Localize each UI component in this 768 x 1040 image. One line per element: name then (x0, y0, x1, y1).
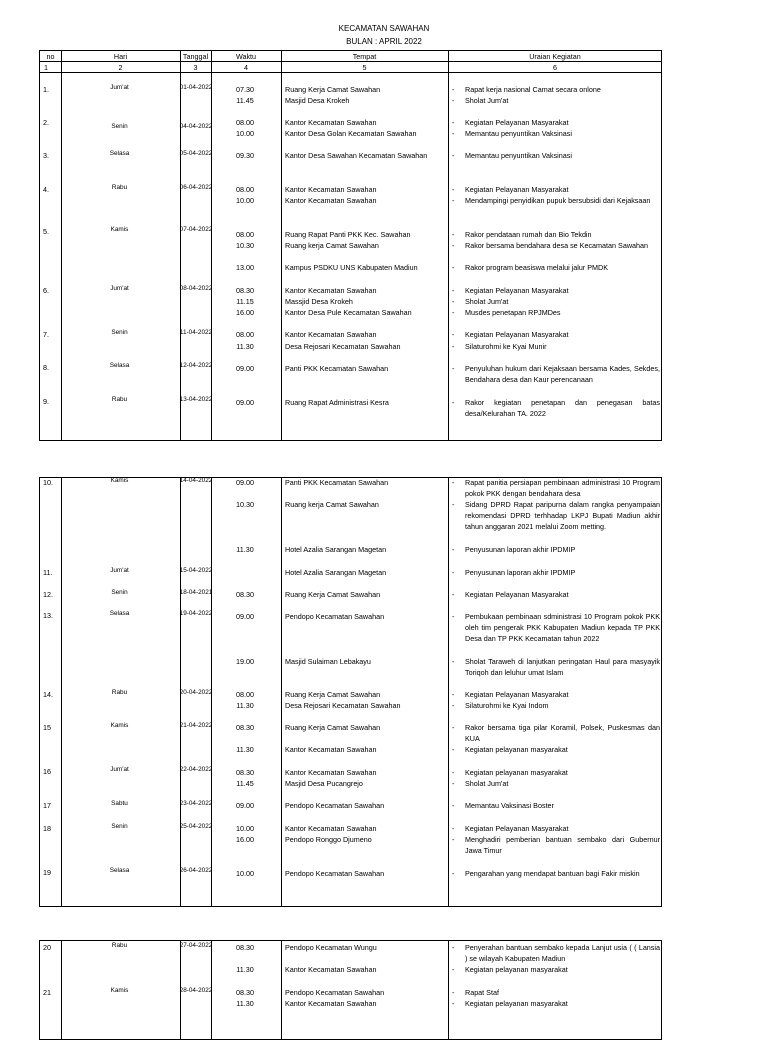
row-place: Ruang Rapat Panti PKK Kec. Sawahan (285, 230, 411, 239)
row-time: 09.00 (236, 398, 254, 407)
row-place: Masjid Desa Krokeh (285, 96, 350, 105)
row-place: Kantor Desa Pule Kecamatan Sawahan (285, 308, 412, 317)
row-place: Ruang kerja Camat Sawahan (285, 500, 379, 509)
bullet-dash: - (452, 768, 455, 777)
row-time: 11.15 (236, 297, 254, 306)
row-activity: Sholat Jum'at (465, 297, 509, 306)
row-place: Panti PKK Kecamatan Sawahan (285, 478, 389, 487)
row-place: Ruang Kerja Camat Sawahan (285, 723, 381, 732)
colnum-5: 5 (362, 63, 367, 72)
row-time: 10.00 (236, 196, 254, 205)
row-place: Kantor Kecamatan Sawahan (285, 330, 377, 339)
row-activity: Penyuluhan hukum dari Kejaksaan bersama Kades, Sekdes, Bendahara desa dan Kaur perencanaan (465, 364, 660, 384)
row-day: Jum'at (110, 285, 129, 292)
row-number: 18 (43, 824, 51, 833)
row-activity: Rakor pendataan rumah dan Bio Tekdin (465, 230, 592, 239)
row-day: Selasa (109, 150, 130, 157)
row-date: 13-04-2022 (179, 396, 213, 403)
row-number: 12. (43, 590, 53, 599)
row-number: 19 (43, 868, 51, 877)
header-hari: Hari (113, 52, 128, 61)
row-time: 09.00 (236, 801, 254, 810)
row-activity: Memantau Vaksinasi Boster (465, 801, 554, 810)
row-time: 11.45 (236, 96, 254, 105)
row-number: 9. (43, 397, 49, 406)
row-number: 11. (43, 568, 53, 577)
row-date: 14-04-2022 (179, 477, 213, 484)
bullet-dash: - (452, 478, 455, 487)
row-day: Senin (111, 823, 128, 830)
row-day: Selasa (109, 362, 130, 369)
row-place: Ruang Rapat Administrasi Kesra (285, 398, 389, 407)
bullet-dash: - (452, 500, 455, 509)
row-number: 1. (43, 85, 49, 94)
row-time: 11.45 (236, 779, 254, 788)
colnum-2: 2 (118, 63, 123, 72)
row-time: 09.00 (236, 478, 254, 487)
row-time: 11.30 (236, 545, 254, 554)
colnum-3: 3 (193, 63, 198, 72)
document-title: KECAMATAN SAWAHAN (338, 24, 430, 33)
row-activity: Kegiatan Pelayanan Masyarakat (465, 185, 569, 194)
row-number: 16 (43, 767, 51, 776)
row-number: 4. (43, 185, 49, 194)
row-activity: Kegiatan pelayanan masyarakat (465, 965, 568, 974)
row-time: 08.30 (236, 286, 254, 295)
row-place: Masjid Desa Pucangrejo (285, 779, 363, 788)
row-date: 11-04-2022 (179, 329, 213, 336)
bullet-dash: - (452, 999, 455, 1008)
row-number: 5. (43, 227, 49, 236)
row-time: 08.30 (236, 723, 254, 732)
row-activity: Kegiatan pelayanan masyarakat (465, 768, 568, 777)
row-date: 05-04-2022 (179, 150, 213, 157)
row-activity: Rapat panitia persiapan pembinaan administrasi 10 Program pokok PKK dengan bendahara desa (465, 478, 660, 498)
bullet-dash: - (452, 96, 455, 105)
row-number: 15 (43, 723, 51, 732)
row-day: Sabtu (111, 800, 128, 807)
row-day: Kamis (110, 987, 129, 994)
row-time: 13.00 (236, 263, 254, 272)
row-time: 08.30 (236, 768, 254, 777)
bullet-dash: - (452, 185, 455, 194)
row-activity: Rakor program beasiswa melalui jalur PMDK (465, 263, 609, 272)
bullet-dash: - (452, 545, 455, 554)
row-time: 10.00 (236, 129, 254, 138)
bullet-dash: - (452, 568, 455, 577)
bullet-dash: - (452, 330, 455, 339)
document-subtitle: BULAN : APRIL 2022 (346, 37, 422, 46)
row-place: Pendopo Kecamatan Sawahan (285, 612, 385, 621)
row-time: 09.00 (236, 612, 254, 621)
colnum-4: 4 (244, 63, 248, 72)
row-activity: Menghadiri pemberian bantuan sembako dari Gubernur Jawa Timur (465, 835, 660, 855)
row-day: Kamis (110, 722, 129, 729)
row-date: 12-04-2022 (179, 362, 213, 369)
row-place: Ruang Kerja Camat Sawahan (285, 690, 381, 699)
row-time: 08.30 (236, 988, 254, 997)
bullet-dash: - (452, 151, 455, 160)
row-activity: Kegiatan Pelayanan Masyarakat (465, 690, 569, 699)
row-time: 08.00 (236, 185, 254, 194)
row-place: Kantor Kecamatan Sawahan (285, 965, 377, 974)
row-time: 10.00 (236, 824, 254, 833)
row-number: 8. (43, 363, 49, 372)
row-activity: Rakor bersama tiga pilar Koramil, Polsek, Puskesmas dan KUA (465, 723, 660, 743)
row-time: 10.00 (236, 869, 254, 878)
bullet-dash: - (452, 230, 455, 239)
row-activity: Sidang DPRD Rapat paripurna dalam rangka penyampaian rekomendasi DPRD terhhadap LKPJ Bupati Madiun akhir tahun anggaran 2021 melalui Zoom metting. (465, 500, 660, 531)
row-date: 26-04-2022 (179, 867, 213, 874)
row-activity: Sholat Taraweh di lanjutkan peringatan Haul para masyayik Toriqoh dan leluhur umat Islam (465, 657, 660, 677)
row-activity: Penyusunan laporan akhir IPDMIP (465, 545, 576, 554)
row-place: Kampus PSDKU UNS Kabupaten Madiun (285, 263, 418, 272)
row-activity: Kegiatan Pelayanan Masyarakat (465, 824, 569, 833)
row-place: Ruang Kerja Camat Sawahan (285, 85, 381, 94)
row-activity: Mendampingi penyidikan pupuk bersubsidi dari Kejaksaan (465, 196, 651, 205)
bullet-dash: - (452, 196, 455, 205)
row-place: Pendopo Kecamatan Sawahan (285, 988, 385, 997)
row-day: Senin (111, 329, 128, 336)
row-date: 21-04-2022 (179, 722, 213, 729)
bullet-dash: - (452, 308, 455, 317)
row-day: Rabu (111, 396, 128, 403)
bullet-dash: - (452, 723, 455, 732)
row-number: 17 (43, 801, 51, 810)
row-day: Jum'at (110, 84, 129, 91)
row-date: 04-04-2022 (179, 123, 213, 130)
row-time: 11.30 (236, 745, 254, 754)
row-activity: Penyerahan bantuan sembako kepada Lanjut usia ( ( Lansia ) se wilayah Kabupaten Madiun (465, 943, 660, 963)
row-time: 11.30 (236, 999, 254, 1008)
row-date: 08-04-2022 (179, 285, 213, 292)
row-time: 08.00 (236, 330, 254, 339)
row-date: 15-04-2022 (179, 567, 213, 574)
row-activity: Kegiatan pelayanan masyarakat (465, 999, 568, 1008)
row-activity: Kegiatan Pelayanan Masyarakat (465, 286, 569, 295)
row-activity: Silaturohmi ke Kyai Indom (465, 701, 549, 710)
row-date: 22-04-2022 (179, 766, 213, 773)
row-activity: Pengarahan yang mendapat bantuan bagi Fakir miskin (465, 869, 640, 878)
row-day: Senin (111, 123, 128, 130)
row-place: Ruang kerja Camat Sawahan (285, 241, 379, 250)
row-date: 19-04-2022 (179, 610, 213, 617)
row-activity: Pembukaan pembinaan sdministrasi 10 Program pokok PKK oleh tim pengerak PKK Kabupaten Madiun kepada TP PKK Desa dan TP PKK Kecamatan tahun 2022 (465, 612, 660, 643)
row-place: Panti PKK Kecamatan Sawahan (285, 364, 389, 373)
bullet-dash: - (452, 657, 455, 666)
header-no: no (46, 52, 55, 61)
bullet-dash: - (452, 297, 455, 306)
bullet-dash: - (452, 745, 455, 754)
bullet-dash: - (452, 263, 455, 272)
row-date: 25-04-2022 (179, 823, 213, 830)
row-time: 08.30 (236, 943, 254, 952)
row-day: Rabu (111, 689, 128, 696)
row-number: 20 (43, 943, 51, 952)
row-place: Kantor Kecamatan Sawahan (285, 185, 377, 194)
row-place: Massjid Desa Krokeh (285, 297, 353, 306)
row-number: 7. (43, 330, 49, 339)
header-waktu: Waktu (235, 52, 257, 61)
row-number: 3. (43, 151, 49, 160)
row-day: Rabu (111, 942, 128, 949)
row-activity: Kegiatan pelayanan masyarakat (465, 745, 568, 754)
colnum-6: 6 (553, 63, 557, 72)
header-tempat: Tempat (352, 52, 377, 61)
row-date: 07-04-2022 (179, 226, 213, 233)
row-time: 16.00 (236, 308, 254, 317)
bullet-dash: - (452, 701, 455, 710)
row-day: Kamis (110, 477, 129, 484)
bullet-dash: - (452, 801, 455, 810)
row-number: 14. (43, 690, 53, 699)
row-place: Kantor Kecamatan Sawahan (285, 286, 377, 295)
bullet-dash: - (452, 835, 455, 844)
row-place: Kantor Desa Golan Kecamatan Sawahan (285, 129, 417, 138)
row-place: Pendopo Kecamatan Sawahan (285, 801, 385, 810)
row-time: 11.30 (236, 965, 254, 974)
row-activity: Penyusunan laporan akhir IPDMIP (465, 568, 576, 577)
row-activity: Rakor bersama bendahara desa se Kecamatan Sawahan (465, 241, 648, 250)
row-place: Kantor Kecamatan Sawahan (285, 768, 377, 777)
row-day: Selasa (109, 867, 130, 874)
row-time: 16.00 (236, 835, 254, 844)
row-date: 06-04-2022 (179, 184, 213, 191)
bullet-dash: - (452, 779, 455, 788)
bullet-dash: - (452, 118, 455, 127)
bullet-dash: - (452, 943, 455, 952)
row-activity: Rapat kerja nasional Camat secara onlone (465, 85, 601, 94)
row-time: 08.00 (236, 690, 254, 699)
row-time: 08.30 (236, 590, 254, 599)
row-number: 2. (43, 118, 49, 127)
bullet-dash: - (452, 129, 455, 138)
row-place: Pendopo Ronggo Djumeno (285, 835, 372, 844)
row-place: Desa Rejosari Kecamatan Sawahan (285, 701, 401, 710)
bullet-dash: - (452, 824, 455, 833)
row-activity: Kegiatan Pelayanan Masyarakat (465, 118, 569, 127)
row-place: Kantor Desa Sawahan Kecamatan Sawahan (285, 151, 428, 160)
row-activity: Rakor kegiatan penetapan dan penegasan batas desa/Kelurahan TA. 2022 (465, 398, 660, 418)
row-day: Kamis (110, 226, 129, 233)
row-time: 19.00 (236, 657, 254, 666)
row-activity: Memantau penyuntikan Vaksinasi (465, 151, 572, 160)
header-tanggal: Tanggal (182, 52, 209, 61)
row-time: 11.30 (236, 701, 254, 710)
row-day: Jum'at (110, 567, 129, 574)
row-place: Kantor Kecamatan Sawahan (285, 824, 377, 833)
row-day: Jum'at (110, 766, 129, 773)
row-place: Kantor Kecamatan Sawahan (285, 999, 377, 1008)
bullet-dash: - (452, 398, 455, 407)
bullet-dash: - (452, 965, 455, 974)
row-time: 10.30 (236, 241, 254, 250)
bullet-dash: - (452, 342, 455, 351)
row-date: 20-04-2022 (179, 689, 213, 696)
row-place: Hotel Azalia Sarangan Magetan (285, 545, 387, 554)
bullet-dash: - (452, 85, 455, 94)
header-uraian: Uraian Kegiatan (529, 52, 581, 61)
bullet-dash: - (452, 988, 455, 997)
bullet-dash: - (452, 590, 455, 599)
row-time: 08.00 (236, 230, 254, 239)
row-activity: Kegiatan Pelayanan Masyarakat (465, 590, 569, 599)
row-activity: Musdes penetapan RPJMDes (465, 308, 561, 317)
bullet-dash: - (452, 690, 455, 699)
bullet-dash: - (452, 241, 455, 250)
bullet-dash: - (452, 286, 455, 295)
row-time: 11.30 (236, 342, 254, 351)
row-time: 08.00 (236, 118, 254, 127)
row-activity: Kegiatan Pelayanan Masyarakat (465, 330, 569, 339)
row-place: Pendopo Kecamatan Sawahan (285, 869, 385, 878)
bullet-dash: - (452, 364, 455, 373)
row-place: Pendopo Kecamatan Wungu (285, 943, 377, 952)
row-place: Hotel Azalia Sarangan Magetan (285, 568, 387, 577)
bullet-dash: - (452, 612, 455, 621)
row-date: 28-04-2022 (179, 987, 213, 994)
row-number: 21 (43, 988, 51, 997)
row-date: 27-04-2022 (179, 942, 213, 949)
colnum-1: 1 (44, 63, 48, 72)
row-time: 10.30 (236, 500, 254, 509)
row-time: 09.00 (236, 364, 254, 373)
row-number: 10. (43, 478, 53, 487)
row-date: 01-04-2022 (179, 84, 213, 91)
row-date: 23-04-2022 (179, 800, 213, 807)
row-place: Kantor Kecamatan Sawahan (285, 196, 377, 205)
row-activity: Sholat Jum'at (465, 96, 509, 105)
row-activity: Sholat Jum'at (465, 779, 509, 788)
row-place: Desa Rejosari Kecamatan Sawahan (285, 342, 401, 351)
row-place: Kantor Kecamatan Sawahan (285, 745, 377, 754)
row-place: Ruang Kerja Camat Sawahan (285, 590, 381, 599)
row-activity: Silaturohmi ke Kyai Munir (465, 342, 547, 351)
row-place: Kantor Kecamatan Sawahan (285, 118, 377, 127)
row-day: Senin (111, 589, 128, 596)
row-time: 07.30 (236, 85, 254, 94)
row-number: 13. (43, 611, 53, 620)
row-activity: Rapat Staf (465, 988, 499, 997)
row-time: 09.30 (236, 151, 254, 160)
row-number: 6. (43, 286, 49, 295)
row-date: 18-04-2021 (179, 589, 213, 596)
row-day: Selasa (109, 610, 130, 617)
bullet-dash: - (452, 869, 455, 878)
row-place: Masjid Sulaiman Lebakayu (285, 657, 371, 666)
row-day: Rabu (111, 184, 128, 191)
row-activity: Memantau penyuntikan Vaksinasi (465, 129, 572, 138)
